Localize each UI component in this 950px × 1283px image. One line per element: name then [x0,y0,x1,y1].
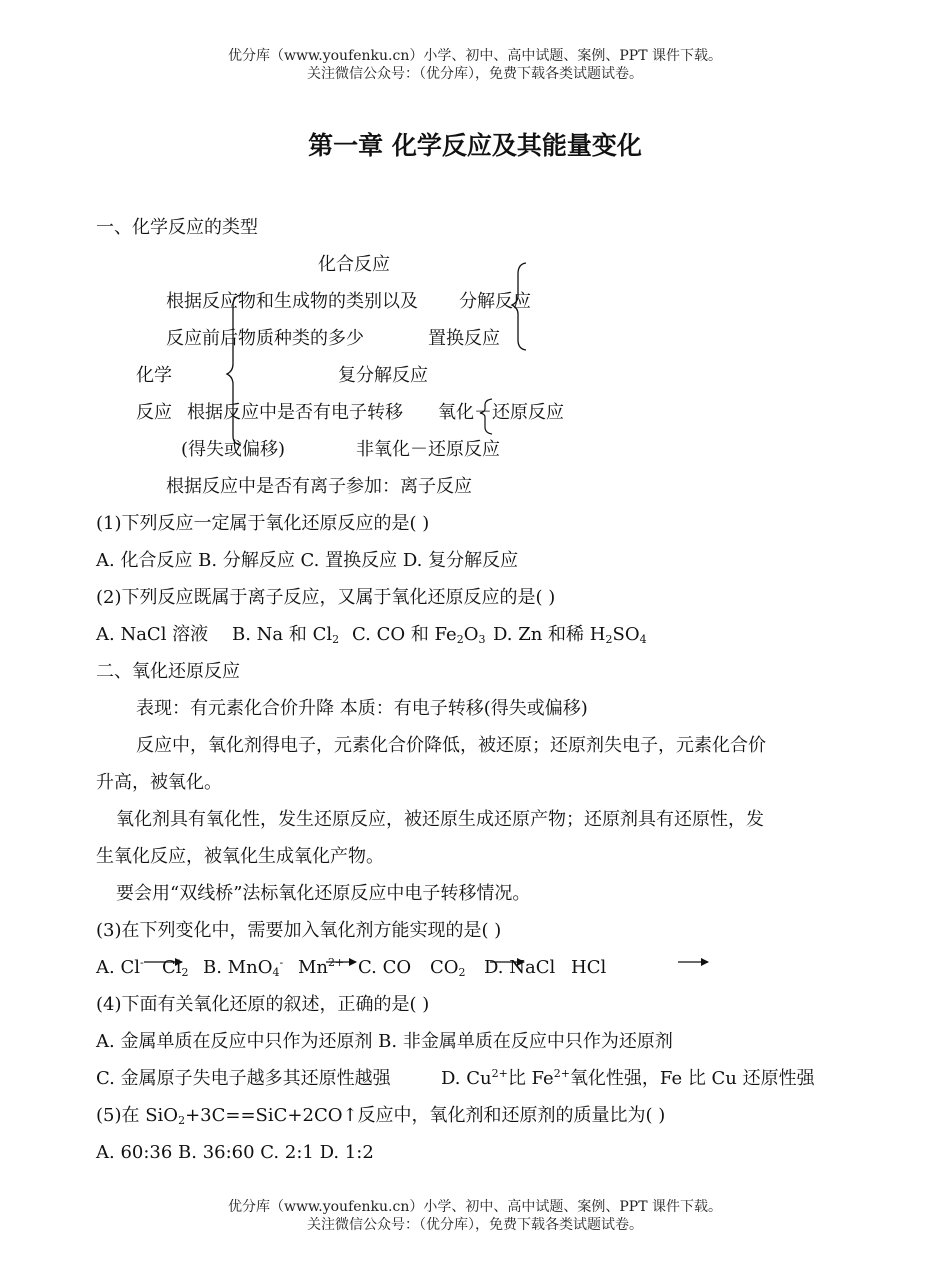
section2-p1: 表现：有元素化合价升降 本质：有电子转移(得失或偏移) [136,698,588,719]
q2-stem: (2)下列反应既属于离子反应，又属于氧化还原反应的是( ) [96,587,556,608]
header-line-2: 关注微信公众号：（优分库），免费下载各类试题试卷。 [307,66,643,82]
type-double-decomposition: 复分解反应 [338,365,428,386]
q3-stem: (3)在下列变化中，需要加入氧化剂方能实现的是( ) [96,920,502,941]
q3-option-a-from: A. Cl- [96,956,144,978]
footer-line-2: 关注微信公众号：（优分库），免费下载各类试题试卷。 [307,1217,643,1233]
q4-option-d: D. $Cu^{2+}$比 $Fe^{2+}$氧化性强，Fe 比 Cu 还原性强 [441,1067,815,1089]
q3-option-b-from: B. MnO$_4$- [203,956,284,979]
section2-p2-line1: 反应中，氧化剂得电子，元素化合价降低，被还原；还原剂失电子，元素化合价 [136,735,766,756]
q4-option-c: C. 金属原子失电子越多其还原性越强 [96,1068,391,1089]
q3-option-c-from: C. CO [358,957,412,978]
q2-options [96,623,696,647]
q5-stem: (5)在 SiO$_2$+3C==SiC+2CO↑反应中，氧化剂和还原剂的质量比为( ) [96,1105,666,1127]
q4-stem: (4)下面有关氧化还原的叙述，正确的是( ) [96,994,430,1015]
q2-option-b: B. Na 和 $Cl_2$ [232,624,340,646]
q3-option-b-to: $Mn^{2+}$ [298,956,345,978]
q1-options: A. 化合反应 B. 分解反应 C. 置换反应 D. 复分解反应 [96,550,519,571]
type-displacement: 置换反应 [428,328,500,349]
section2-p2-line2: 升高，被氧化。 [96,772,222,793]
q4-options-cd [96,1067,836,1091]
footer-line-1: 优分库（www.youfenku.cn）小学、初中、高中试题、案例、PPT 课件下载。 [227,1199,722,1215]
root-label-1: 化学 [136,365,172,386]
page-footer [0,1198,950,1234]
basis2: 根据反应中是否有电子转移 [187,402,403,423]
q3-option-c-to: $CO_2$ [430,957,466,979]
header-line-1: 优分库（www.youfenku.cn）小学、初中、高中试题、案例、PPT 课件下载。 [227,48,722,64]
type-combination: 化合反应 [318,254,390,275]
section1-heading: 一、化学反应的类型 [96,217,258,238]
basis2-note: (得失或偏移) [181,439,286,460]
q2-option-c: C. CO 和 $Fe_2O_3$ [352,624,486,646]
type-decomposition: 分解反应 [459,291,531,312]
q2-option-a: A. NaCl 溶液 [96,624,209,645]
q3-options [96,956,746,980]
type-redox: 氧化－还原反应 [438,402,564,423]
q2-option-d: D. Zn 和稀 $H_2SO_4$ [493,624,647,646]
section2-p3-line2: 生氧化反应，被氧化生成氧化产物。 [96,846,384,867]
page-header [0,47,950,83]
basis1-line2: 反应前后物质种类的多少 [166,328,364,349]
section2-p4: 要会用“双线桥”法标氧化还原反应中电子转移情况。 [116,883,531,904]
type-non-redox: 非氧化－还原反应 [356,439,500,460]
q4-options-ab: A. 金属单质在反应中只作为还原剂 B. 非金属单质在反应中只作为还原剂 [96,1031,673,1052]
section2-p3-line1: 氧化剂具有氧化性，发生还原反应，被还原生成还原产物；还原剂具有还原性，发 [116,809,764,830]
root-label-2: 反应 [136,402,172,423]
q3-option-d-to: HCl [571,957,607,978]
q5-options: A. 60:36 B. 36:60 C. 2:1 D. 1:2 [96,1142,374,1163]
basis1-line1: 根据反应物和生成物的类别以及 [166,291,418,312]
q3-option-a-to: $Cl_2$ [162,957,189,979]
section2-heading: 二、氧化还原反应 [96,661,240,682]
chapter-title: 第一章 化学反应及其能量变化 [308,131,642,160]
basis3: 根据反应中是否有离子参加：离子反应 [166,476,472,497]
q3-option-d-from: D. NaCl [484,957,556,978]
q1-stem: (1)下列反应一定属于氧化还原反应的是( ) [96,513,430,534]
